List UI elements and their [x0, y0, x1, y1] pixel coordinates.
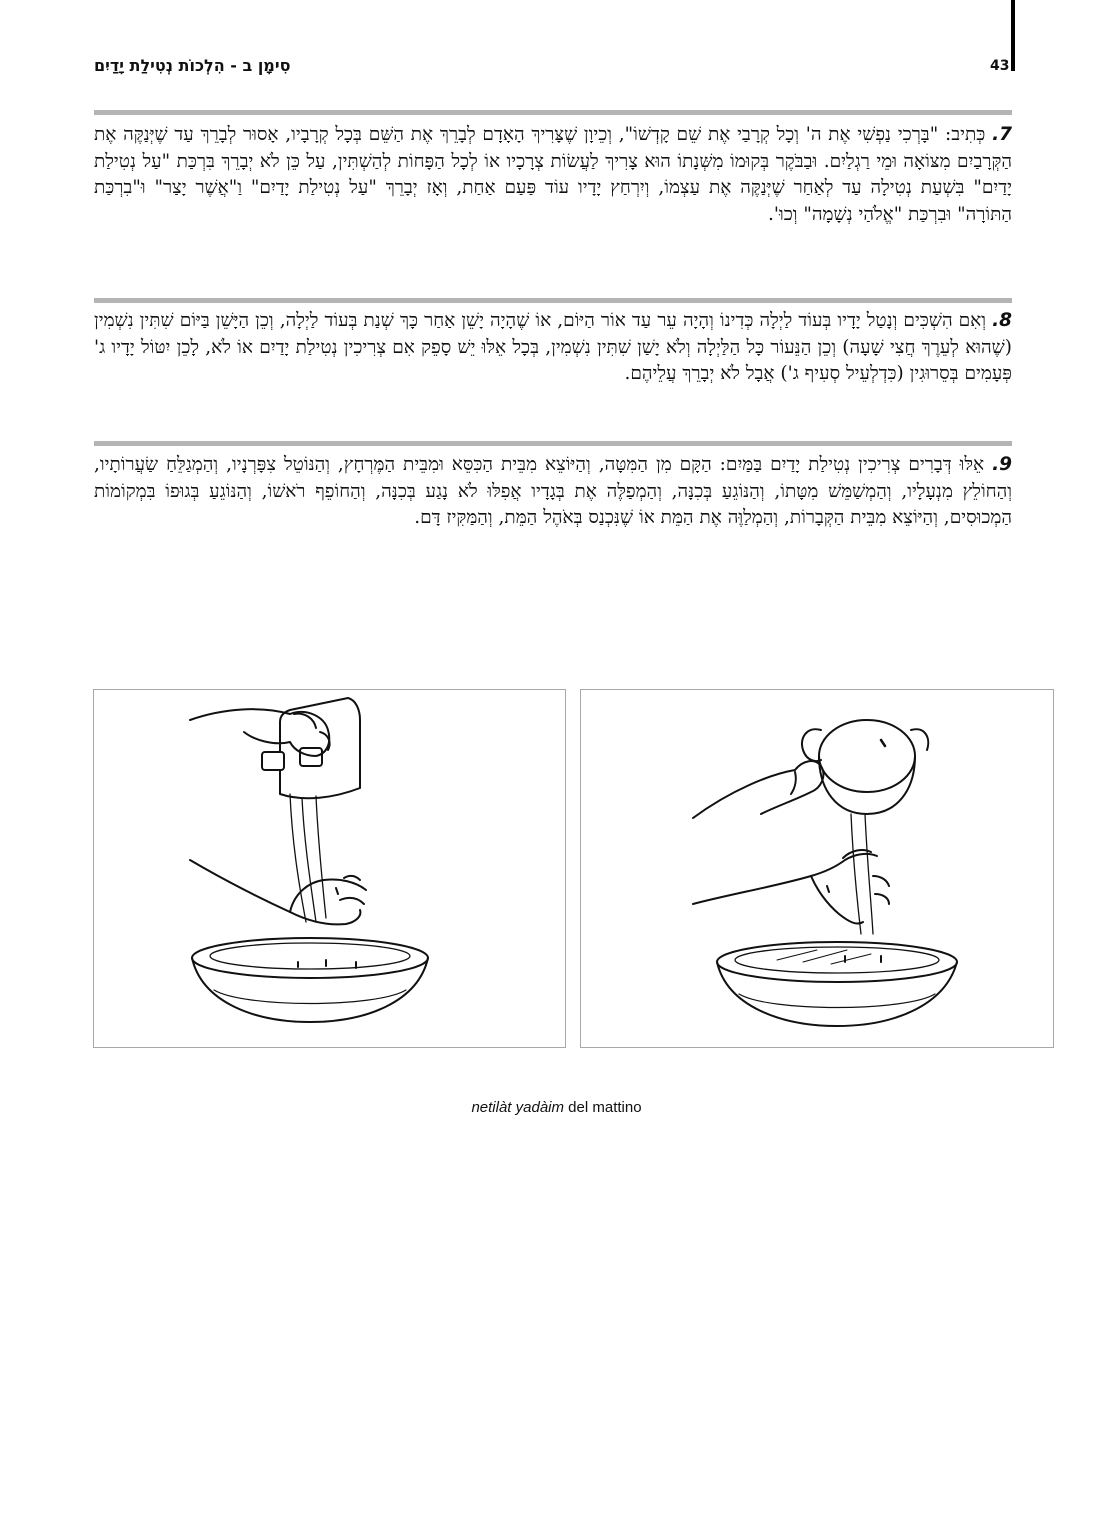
paragraph-number: 9. [992, 454, 1012, 475]
paragraph-7 [94, 122, 1012, 228]
hand-washing-drawing [94, 690, 565, 1047]
page-number: 43 [990, 58, 1010, 74]
caption-italic: netilàt yadàim [471, 1099, 564, 1116]
paragraph-number: 7. [992, 124, 1012, 145]
figure-caption [0, 1099, 1113, 1116]
paragraph-8 [94, 308, 1012, 388]
running-title: סִימָן ב - הִלְכוֹת נְטִילַת יָדַיִם [94, 56, 291, 75]
edge-rule [1011, 0, 1015, 71]
paragraph-text: וְאִם הִשְׁכִּים וְנָטַל יָדָיו בְּעוֹד לַיְלָה כְּדִינוֹ וְהָיָה עֵר עַד אוֹר הַיּוֹם, אוֹ שֶׁהָיָה יָשֵׁן אַחַר כָּךְ שְׁנַת בְּעוֹד לַיְלָה, וְכֵן הַיָּשֵׁן בַּיּוֹם שִׁתִּין נִשְׁמִין (שֶׁהוּא לְעֵרֶךְ חֲצִי שָׁעָה) וְכֵן הַנֵּעוֹר כָּל הַלַּיְלָה וְלֹא יָשַׁן שִׁתִּין נִשְׁמִין, בְּכָל אֵלּוּ יֵשׁ סָפֵק אִם צְרִיכִין נְטִילַת יָדַיִם אוֹ לֹא, לָכֵן יִטּוֹל יָדָיו ג' פְּעָמִים בְּסֵרוּגִין (כִּדְלְעֵיל סְעִיף ג') אֲבָל לֹא יְבָרֵךְ עֲלֵיהֶם. [94, 310, 1012, 384]
paragraph-number: 8. [992, 310, 1012, 331]
illustration-right [580, 689, 1054, 1048]
paragraph-text: כְּתִיב: "בָּרְכִי נַפְשִׁי אֶת ה' וְכָל קְרָבַי אֶת שֵׁם קָדְשׁוֹ", וְכֵיוָן שֶׁצָּרִיךְ הָאָדָם לְבָרֵךְ אֶת הַשֵּׁם בְּכָל קְרָבָיו, אָסוּר לְבָרֵךְ עַד שֶׁיְּנַקֶּה אֶת הַקְּרָבַיִם מִצּוֹאָה וּמֵי רַגְלַיִם. וּבַבֹּקֶר בְּקוּמוֹ מִשְּׁנָתוֹ הוּא צָרִיךְ לַעֲשׂוֹת צְרָכָיו אוֹ לְכָל הַפָּחוֹת לְהַשְׁתִּין, עַל כֵּן לֹא יְבָרֵךְ בִּרְכַּת "עַל נְטִילַת יָדַיִם" בִּשְׁעַת נְטִילָה עַד לְאַחַר שֶׁיְּנַקֶּה אֶת עַצְמוֹ, וְיִרְחַץ יָדָיו עוֹד פַּעַם אַחַת, וְאָז יְבָרֵךְ "עַל נְטִילַת יָדַיִם" וַ"אֲשֶׁר יָצַר" וּ"בִרְכַּת הַתּוֹרָה" וּבִרְכַּת "אֱלֹהַי נְשָׁמָה" וְכוּ'. [94, 124, 1012, 225]
paragraph-text: אֵלּוּ דְּבָרִים צְרִיכִין נְטִילַת יָדַיִם בַּמַּיִם: הַקָּם מִן הַמִּטָּה, וְהַיּוֹצֵא מִבֵּית הַכִּסֵּא וּמִבֵּית הַמֶּרְחָץ, וְהַנּוֹטֵל צִפָּרְנָיו, וְהַמְגַלֵּחַ שַׂעֲרוֹתָיו, וְהַחוֹלֵץ מִנְעָלָיו, וְהַמְשַׁמֵּשׁ מִטָּתוֹ, וְהַנּוֹגֵעַ בְּכִנָּה, וְהַמְפַלֶּה אֶת בְּגָדָיו אֲפִלּוּ לֹא נָגַע בְּכִנָּה, וְהַחוֹפֵף רֹאשׁוֹ, וְהַנּוֹגֵעַ בְּגוּפוֹ בִּמְקוֹמוֹת הַמְכוּסִים, וְהַיּוֹצֵא מִבֵּית הַקְּבָרוֹת, וְהַמְלַוֶּה אֶת הַמֵּת אוֹ שֶׁנִּכְנַס בְּאֹהֶל הַמֵּת, וְהַמַּקִּיז דָּם. [94, 454, 1012, 528]
separator-rule [94, 298, 1012, 303]
hand-washing-drawing [581, 690, 1053, 1047]
caption-rest: del mattino [564, 1099, 642, 1116]
paragraph-9 [94, 452, 1012, 532]
separator-rule [94, 441, 1012, 446]
illustration-left [93, 689, 566, 1048]
separator-rule [94, 110, 1012, 115]
